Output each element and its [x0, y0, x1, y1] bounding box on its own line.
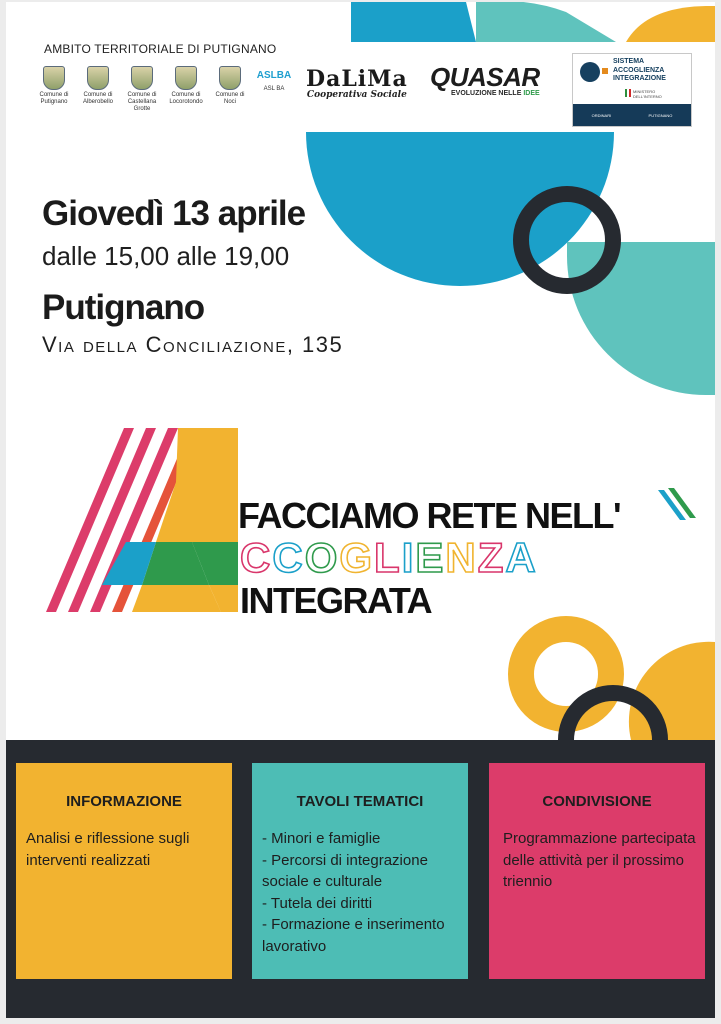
- italian-flag-icon: [625, 89, 631, 97]
- sai-title-line: ACCOGLIENZA: [613, 66, 665, 74]
- dalima-name: DaLiMa: [306, 66, 408, 92]
- title-letter: G: [339, 534, 375, 581]
- crest-icon: [175, 66, 197, 90]
- emblem-label-line1: Comune di: [171, 92, 201, 98]
- dalima-subtitle: Cooperativa Sociale: [306, 90, 407, 100]
- emblem-putignano: [32, 66, 76, 113]
- emblem-label-line2: Noci: [223, 98, 236, 105]
- sai-mark-icon: [580, 62, 600, 82]
- title-letter: E: [415, 534, 446, 581]
- title-letter: N: [445, 534, 478, 581]
- card-list: [262, 828, 460, 957]
- card-title: TAVOLI TEMATICI: [296, 793, 424, 810]
- event-date: Giovedì 13 aprile: [42, 194, 306, 233]
- emblem-castellana: [120, 66, 164, 113]
- title-letter: C: [272, 534, 305, 581]
- title-letter: I: [401, 534, 416, 581]
- crest-icon: [43, 66, 65, 90]
- emblem-label-line2: Castellana Grotte: [127, 98, 157, 112]
- quasar-logo: [430, 64, 540, 97]
- emblem-alberobello: [76, 66, 120, 113]
- top-teal-shape: [476, 2, 616, 42]
- emblem-label-line2: Locorotondo: [169, 98, 203, 105]
- title-letter: Z: [477, 534, 506, 581]
- emblem-asl: [252, 66, 296, 113]
- quasar-sub-accent: IDEE: [523, 90, 540, 97]
- sai-title: [613, 58, 666, 84]
- sai-title-line: INTEGRAZIONE: [613, 75, 666, 82]
- sai-bar-left: ORDINARI: [591, 112, 612, 118]
- sai-logo: [572, 53, 692, 127]
- sai-ministry: MINISTERO DELL'INTERNO: [633, 89, 662, 99]
- title-letter: A: [505, 534, 538, 581]
- card-text: Programmazione partecipata delle attività per il prossimo triennio: [503, 830, 696, 890]
- crest-icon: [219, 66, 241, 90]
- teal-quarter-shape: [567, 242, 715, 395]
- yellow-ring: [521, 629, 611, 719]
- emblem-label-line1: Comune di: [83, 92, 113, 98]
- partner-emblems: [32, 66, 296, 113]
- top-yellow-shape: [626, 6, 715, 42]
- card-condivisione: [489, 763, 705, 979]
- emblem-locorotondo: [164, 66, 208, 113]
- emblem-label-line2: Alberobello: [82, 98, 114, 105]
- asl-logo-icon: ASLBA: [256, 69, 292, 81]
- big-a-logo: [46, 428, 238, 612]
- emblem-noci: [208, 66, 252, 113]
- sai-dot-icon: [602, 68, 608, 74]
- title-letter: O: [304, 534, 340, 581]
- quasar-name: QUASAR: [430, 62, 540, 92]
- apostrophe-stripes: [658, 488, 696, 520]
- card-text: Analisi e riflessione sugli interventi realizzati: [26, 830, 190, 869]
- title-letter: L: [374, 534, 402, 581]
- top-blue-shape: [351, 2, 476, 42]
- list-item: - Minori e famiglie: [262, 830, 381, 847]
- emblem-label-line1: Comune di: [215, 92, 245, 98]
- ambito-title: AMBITO TERRITORIALE DI PUTIGNANO: [44, 42, 277, 56]
- card-tavoli-tematici: [252, 763, 468, 979]
- event-time: dalle 15,00 alle 19,00: [42, 241, 290, 271]
- card-informazione: [16, 763, 232, 979]
- title-letter: C: [240, 534, 273, 581]
- list-item: - Formazione e inserimento lavorativo: [262, 916, 445, 955]
- info-band: [6, 740, 715, 1018]
- title-line1: FACCIAMO RETE NELL': [238, 495, 621, 536]
- title-line3: INTEGRATA: [240, 580, 432, 621]
- sai-bar-right: PUTIGNANO: [648, 112, 673, 118]
- crest-icon: [131, 66, 153, 90]
- event-city: Putignano: [42, 288, 205, 327]
- crest-icon: [87, 66, 109, 90]
- sai-title-line: SISTEMA: [613, 58, 645, 65]
- emblem-label-line2: Putignano: [40, 98, 68, 105]
- emblem-label-line1: ASL BA: [263, 86, 285, 92]
- yellow-quarter-shape: [629, 642, 715, 740]
- event-street: Via della Conciliazione, 135: [42, 332, 344, 357]
- card-title: CONDIVISIONE: [542, 793, 652, 810]
- emblem-label-line1: Comune di: [127, 92, 157, 98]
- emblem-label-line1: Comune di: [39, 92, 69, 98]
- card-title: INFORMAZIONE: [66, 793, 182, 810]
- quasar-sub-main: EVOLUZIONE NELLE: [450, 90, 524, 97]
- poster: [6, 2, 715, 1018]
- dalima-logo: [306, 68, 408, 100]
- title-line2: [240, 534, 538, 582]
- list-item: - Percorsi di integrazione sociale e culturale: [262, 851, 428, 890]
- list-item: - Tutela dei diritti: [262, 894, 373, 912]
- sai-bar: [573, 104, 691, 126]
